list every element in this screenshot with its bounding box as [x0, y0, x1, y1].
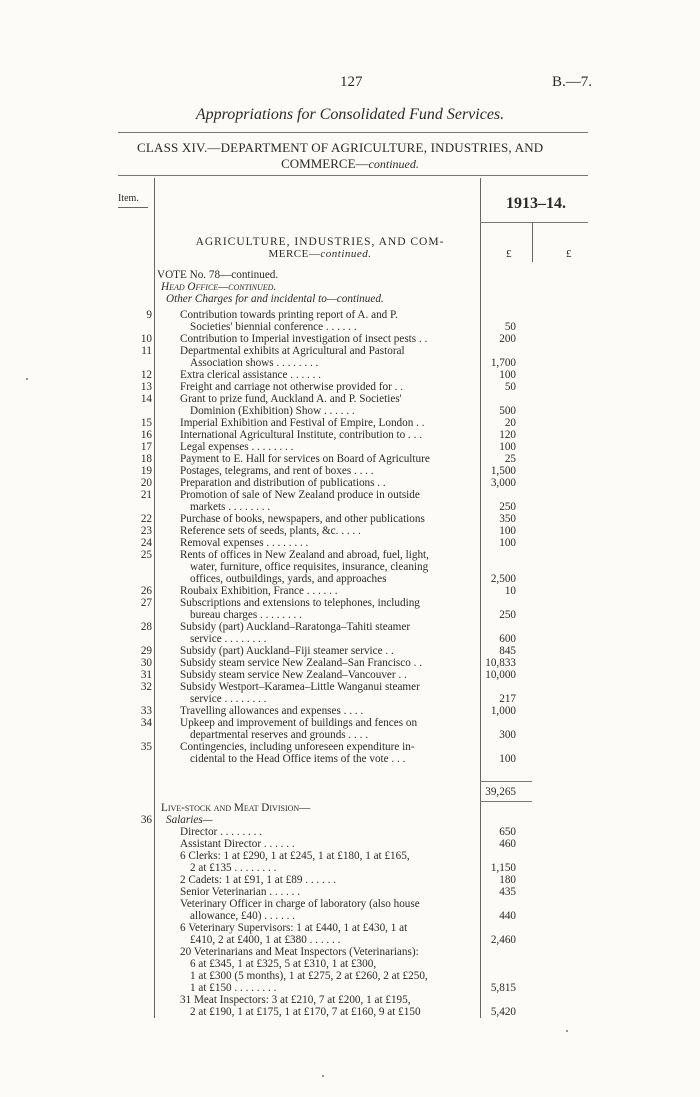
other-charges-heading: Other Charges for and incidental to—continued.: [166, 293, 384, 305]
item-description: Promotion of sale of New Zealand produce in outside: [180, 489, 420, 501]
item-amount: 20: [504, 417, 516, 429]
item-amount: 217: [499, 693, 516, 705]
section-heading-line1: AGRICULTURE, INDUSTRIES, AND COM-: [195, 236, 445, 248]
subtotal-rule: [480, 781, 532, 782]
item-amount: 2,500: [490, 573, 516, 585]
item-description: Veterinary Officer in charge of laboratory (also house: [180, 898, 420, 910]
item-description: Contribution to Imperial investigation of insect pests . .: [180, 333, 428, 345]
item-number: 11: [141, 345, 152, 357]
item-number: 22: [140, 513, 152, 525]
item-number: 25: [140, 549, 152, 561]
item-number: 24: [140, 537, 152, 549]
subtotal-underline: [480, 801, 532, 802]
item-amount: 1,500: [490, 465, 516, 477]
item-description: Subscriptions and extensions to telephones, including: [180, 597, 420, 609]
item-amount: 10,833: [485, 657, 516, 669]
item-amount: 3,000: [490, 477, 516, 489]
item-description: Subsidy (part) Auckland–Raratonga–Tahiti steamer: [180, 621, 411, 633]
salaries-heading: Salaries—: [166, 814, 213, 826]
item-description: Freight and carriage not otherwise provided for . .: [180, 381, 404, 393]
year-column-header: 1913–14.: [506, 195, 566, 212]
item-amount: 250: [499, 501, 516, 513]
year-header-rule: [480, 222, 588, 223]
item-number: 29: [140, 645, 152, 657]
item-description: Postages, telegrams, and rent of boxes . . . .: [180, 465, 374, 477]
currency-symbol-2: £: [566, 248, 572, 260]
item-header-underline: [118, 207, 148, 208]
item-number: 35: [140, 741, 152, 753]
page-subtitle: Appropriations for Consolidated Fund Services.: [195, 106, 505, 123]
item-amount: 500: [499, 405, 516, 417]
item-description: Preparation and distribution of publications . .: [180, 477, 386, 489]
item-description: 6 at £345, 1 at £325, 5 at £310, 1 at £300,: [190, 958, 377, 970]
currency-symbol-1: £: [506, 248, 512, 260]
subtotal-amount: 39,265: [485, 786, 516, 798]
item-description: Departmental exhibits at Agricultural and Pastoral: [180, 345, 405, 357]
item-amount: 100: [499, 753, 516, 765]
item-description: departmental reserves and grounds . . . .: [190, 729, 369, 741]
item-description: Director . . . . . . . .: [180, 826, 263, 838]
item-number: 17: [140, 441, 152, 453]
item-description: Contingencies, including unforeseen expenditure in-: [180, 741, 415, 753]
item-description: Subsidy Westport–Karamea–Little Wanganui steamer: [180, 681, 420, 693]
item-amount: 200: [499, 333, 516, 345]
item-description: service . . . . . . . .: [190, 633, 267, 645]
item-number: 23: [140, 525, 152, 537]
item-amount: 50: [504, 381, 516, 393]
item-number: 19: [140, 465, 152, 477]
page-number: 127: [340, 74, 363, 90]
item-amount: 460: [499, 838, 516, 850]
item-description: International Agricultural Institute, contribution to . . .: [180, 429, 423, 441]
item-amount: 100: [499, 369, 516, 381]
item-amount: 180: [499, 874, 516, 886]
item-amount: 250: [499, 609, 516, 621]
item-description: Contribution towards printing report of A. and P.: [180, 309, 398, 321]
item-description: Reference sets of seeds, plants, &c. . . . .: [180, 525, 361, 537]
item-amount: 5,420: [490, 1006, 516, 1018]
item-description: Dominion (Exhibition) Show . . . . . .: [190, 405, 355, 417]
item-amount: 1,150: [490, 862, 516, 874]
item-description: Senior Veterinarian . . . . . .: [180, 886, 301, 898]
item-description: Extra clerical assistance . . . . . .: [180, 369, 322, 381]
item-amount: 50: [504, 321, 516, 333]
item-description: Purchase of books, newspapers, and other publications: [180, 513, 425, 525]
item-number: 33: [140, 705, 152, 717]
item-description: Rents of offices in New Zealand and abroad, fuel, light,: [180, 549, 429, 561]
item-description: Roubaix Exhibition, France . . . . . .: [180, 585, 338, 597]
item-number: 28: [140, 621, 152, 633]
item-description: Upkeep and improvement of buildings and fences on: [180, 717, 418, 729]
item-description: Grant to prize fund, Auckland A. and P. Societies': [180, 393, 402, 405]
header-rule: [118, 175, 588, 176]
item-amount: 350: [499, 513, 516, 525]
item-description: 20 Veterinarians and Meat Inspectors (Veterinarians):: [180, 946, 419, 958]
item-description: Travelling allowances and expenses . . . .: [180, 705, 364, 717]
item-description: Assistant Director . . . . . .: [180, 838, 295, 850]
item-number: 16: [140, 429, 152, 441]
item-number: 20: [140, 477, 152, 489]
item-description: 1 at £150 . . . . . . . .: [190, 982, 277, 994]
item-description: Subsidy steam service New Zealand–Vancouver . .: [180, 669, 407, 681]
item-amount: 5,815: [490, 982, 516, 994]
item-number: 31: [140, 669, 152, 681]
vote-heading: VOTE No. 78—continued.: [157, 269, 279, 281]
item-amount: 100: [499, 537, 516, 549]
paper-speck: [322, 1075, 324, 1077]
item-amount: 440: [499, 910, 516, 922]
class-title-line1: CLASS XIV.—DEPARTMENT OF AGRICULTURE, INDUSTRIES, AND: [137, 140, 544, 155]
item-description: Legal expenses . . . . . . . .: [180, 441, 294, 453]
livestock-division-heading: Live-stock and Meat Division—: [161, 802, 311, 814]
item-description: 2 at £190, 1 at £175, 1 at £170, 7 at £160, 9 at £150: [190, 1006, 421, 1018]
item-description: markets . . . . . . . .: [190, 501, 271, 513]
item-description: 6 Veterinary Supervisors: 1 at £440, 1 at £430, 1 at: [180, 922, 408, 934]
top-rule: [118, 132, 588, 133]
item-number: 10: [140, 333, 152, 345]
paper-speck: [566, 1030, 568, 1032]
item-description: 2 Cadets: 1 at £91, 1 at £89 . . . . . .: [180, 874, 336, 886]
item-amount: 100: [499, 441, 516, 453]
item-number: 18: [140, 453, 152, 465]
item-description: Subsidy (part) Auckland–Fiji steamer service . .: [180, 645, 394, 657]
item-number: 36: [140, 814, 152, 826]
item-description: £410, 2 at £400, 1 at £380 . . . . . .: [190, 934, 341, 946]
document-reference: B.—7.: [552, 74, 593, 90]
item-amount: 10,000: [485, 669, 516, 681]
item-amount: 1,000: [490, 705, 516, 717]
item-number: 13: [140, 381, 152, 393]
item-number: 9: [146, 309, 152, 321]
subcolumn-divider: [532, 222, 533, 262]
item-description: 1 at £300 (5 months), 1 at £275, 2 at £260, 2 at £250,: [190, 970, 428, 982]
item-description: water, furniture, office requisites, insurance, cleaning: [190, 561, 429, 573]
item-number: 15: [140, 417, 152, 429]
head-office-heading: Head Office—continued.: [161, 281, 277, 293]
item-number: 14: [140, 393, 152, 405]
item-amount: 300: [499, 729, 516, 741]
item-column-header: Item.: [118, 193, 139, 204]
item-description: allowance, £40) . . . . . .: [190, 910, 296, 922]
item-description: Association shows . . . . . . . .: [190, 357, 319, 369]
item-amount: 845: [499, 645, 516, 657]
section-heading-line2: MERCE—continued.: [268, 248, 372, 260]
item-amount: 100: [499, 525, 516, 537]
item-number: 12: [140, 369, 152, 381]
class-title-line2: COMMERCE—continued.: [281, 156, 419, 171]
item-description: offices, outbuildings, yards, and approaches: [190, 573, 387, 585]
item-amount: 2,460: [490, 934, 516, 946]
item-amount: 120: [499, 429, 516, 441]
item-number: 30: [140, 657, 152, 669]
item-description: cidental to the Head Office items of the vote . . .: [190, 753, 406, 765]
item-description: 2 at £135 . . . . . . . .: [190, 862, 277, 874]
item-description: service . . . . . . . .: [190, 693, 267, 705]
item-description: 6 Clerks: 1 at £290, 1 at £245, 1 at £180, 1 at £165,: [180, 850, 410, 862]
item-description: bureau charges . . . . . . . .: [190, 609, 302, 621]
item-amount: 435: [499, 886, 516, 898]
item-amount: 600: [499, 633, 516, 645]
item-number: 32: [140, 681, 152, 693]
item-amount: 25: [504, 453, 516, 465]
item-column-divider: [154, 178, 155, 1018]
item-number: 34: [140, 717, 152, 729]
item-amount: 1,700: [490, 357, 516, 369]
item-description: Imperial Exhibition and Festival of Empire, London . .: [180, 417, 425, 429]
paper-speck: [26, 378, 28, 380]
item-description: Societies' biennial conference . . . . . .: [190, 321, 357, 333]
item-description: 31 Meat Inspectors: 3 at £210, 7 at £200, 1 at £195,: [180, 994, 411, 1006]
item-amount: 10: [504, 585, 516, 597]
item-number: 21: [140, 489, 152, 501]
item-number: 27: [140, 597, 152, 609]
item-amount: 650: [499, 826, 516, 838]
item-description: Subsidy steam service New Zealand–San Francisco . .: [180, 657, 423, 669]
item-number: 26: [140, 585, 152, 597]
item-description: Payment to E. Hall for services on Board of Agriculture: [180, 453, 430, 465]
item-description: Removal expenses . . . . . . . .: [180, 537, 309, 549]
